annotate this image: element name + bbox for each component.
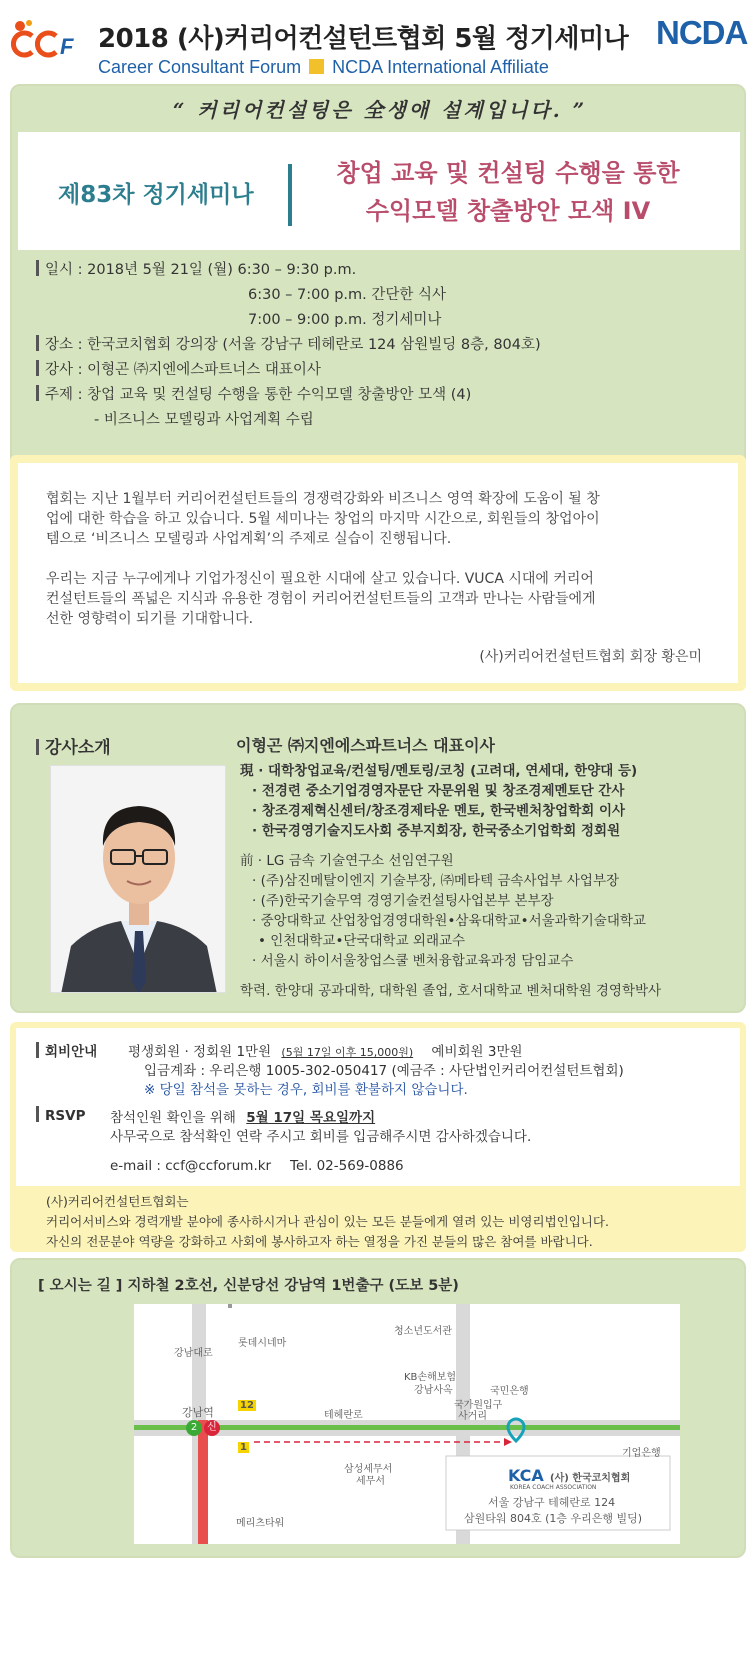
yellow-square-icon xyxy=(309,59,324,74)
label-exit1: 1 xyxy=(240,1442,247,1453)
label-gangnamdaero: 강남대로 xyxy=(174,1348,213,1359)
career-item: 前 · LG 금속 기술연구소 선임연구원 xyxy=(240,853,454,869)
career-item: · 전경련 중소기업경영자문단 자문위원 및 창조경제멘토단 간사 xyxy=(252,783,625,799)
info-time-seminar: 7:00 – 9:00 p.m. 정기세미나 xyxy=(248,312,442,328)
career-item: · 서울시 하이서울창업스쿨 벤처융합교육과정 담임교수 xyxy=(252,953,574,969)
label-kookmin: 국민은행 xyxy=(490,1386,529,1397)
line2-badge: 2 xyxy=(186,1420,202,1436)
message-line: 우리는 지금 누구에게나 기업가정신이 필요한 시대에 살고 있습니다. VUCA 시대에 커리어 xyxy=(46,571,594,587)
rsvp-label xyxy=(36,1106,85,1124)
label-kb: KB손해보험 xyxy=(404,1372,457,1383)
contact-tel[interactable]: Tel. 02-569-0886 xyxy=(290,1158,404,1174)
fee-account: 입금계좌 : 우리은행 1005-302-050417 (예금주 : 사단법인커리어컨설턴트협회) xyxy=(144,1063,624,1079)
fee-label-text: 회비안내 xyxy=(45,1044,98,1060)
label-tax2: 세무서 xyxy=(356,1476,385,1487)
rsvp-deadline: 5월 17일 목요일까지 xyxy=(246,1110,376,1126)
career-former xyxy=(240,851,646,971)
shinbundang-badge: 신 xyxy=(204,1420,220,1436)
message-paragraph-1 xyxy=(46,489,680,549)
seminar-number: 제83차 정기세미나 xyxy=(58,182,254,208)
info-place: 장소 : 한국코치협회 강의장 (서울 강남구 테헤란로 124 삼원빌딩 8층, 804호) xyxy=(45,337,541,353)
header-subtitle xyxy=(98,57,549,78)
info-date: 일시 : 2018년 5월 21일 (월) 6:30 – 9:30 p.m. xyxy=(45,262,357,278)
message-line: 템으로 ‘비즈니스 모델링과 사업계획’의 주제로 실습이 진행됩니다. xyxy=(46,531,452,547)
bullet-icon xyxy=(36,360,39,376)
career-item: · (주)한국기술무역 경영기술컨설팅사업본부 본부장 xyxy=(252,893,554,909)
president-message xyxy=(10,455,746,691)
info-speaker: 강사 : 이형곤 ㈜지엔에스파트너스 대표이사 xyxy=(45,362,321,378)
slogan: “ 커리어컨설팅은 全생애 설계입니다. ” xyxy=(172,98,588,122)
speaker-heading xyxy=(36,733,111,758)
message-line: 선한 영향력이 되기를 기대합니다. xyxy=(46,611,254,627)
message-line: 컨설턴트들의 폭넓은 지식과 유용한 경험이 커리어컨설턴트들의 고객과 만나는 사람들에게 xyxy=(46,591,596,607)
title-card xyxy=(18,132,740,250)
about-line: 자신의 전문분야 역량을 강화하고 사회에 봉사하고자 하는 열정을 가진 분들의 많은 참여를 바랍니다. xyxy=(46,1234,593,1249)
speaker-portrait-image xyxy=(51,766,226,993)
label-gangnam-station: 강남역 xyxy=(182,1406,214,1419)
label-lotte: 롯데시네마 xyxy=(238,1338,287,1349)
career-item: 現 · 대학창업교육/컨설팅/멘토링/코칭 (고려대, 연세대, 한양대 등) xyxy=(240,763,638,779)
label-intersection2: 사거리 xyxy=(458,1411,487,1422)
bullet-icon xyxy=(36,1106,39,1122)
label-ibk: 기업은행 xyxy=(622,1448,661,1459)
career-item: · (주)삼진메탈이엔지 기술부장, ㈜메타텍 금속사업부 사업부장 xyxy=(252,873,620,889)
label-intersection1: 국가원입구 xyxy=(454,1400,503,1411)
rsvp-line1 xyxy=(110,1106,375,1126)
info-topic: 주제 : 창업 교육 및 컨설팅 수행을 통한 수익모델 창출방안 모색 (4) xyxy=(45,387,472,403)
kca-english: KOREA COACH ASSOCIATION xyxy=(510,1484,597,1491)
contact-email[interactable]: e-mail : ccf@ccforum.kr xyxy=(110,1158,272,1174)
message-line: 업에 대한 학습을 하고 있습니다. 5월 세미나는 창업의 마지막 시간으로, 회원들의 창업아이 xyxy=(46,511,600,527)
seminar-title-line2: 수익모델 창출방안 모색 IV xyxy=(365,197,651,225)
header xyxy=(0,0,756,84)
fee-label xyxy=(36,1040,97,1060)
fee-late: (5월 17일 이후 15,000원) xyxy=(281,1046,414,1059)
ccf-logo xyxy=(10,18,85,58)
location-map xyxy=(134,1304,680,1544)
info-topic-sub: - 비즈니스 모델링과 사업계획 수립 xyxy=(94,412,314,428)
message-paragraph-2 xyxy=(46,569,680,629)
seminar-info-section xyxy=(10,84,746,468)
label-kb2: 강남사옥 xyxy=(414,1385,453,1396)
career-item: · 중앙대학교 산업창업경영대학원•삼육대학교•서울과학기술대학교 xyxy=(252,913,646,929)
label-teheran: 테헤란로 xyxy=(324,1410,363,1421)
fee-regular: 평생회원 · 정회원 1만원 xyxy=(128,1044,272,1060)
about-line: (사)커리어컨설턴트협회는 xyxy=(46,1194,189,1209)
directions-heading: [ 오시는 길 ] 지하철 2호선, 신분당선 강남역 1번출구 (도보 5분) xyxy=(38,1278,459,1294)
speaker-section xyxy=(10,703,746,1013)
bullet-icon xyxy=(36,260,39,276)
association-about xyxy=(16,1186,740,1252)
bullet-icon xyxy=(36,1042,39,1058)
label-meritz: 메리츠타워 xyxy=(236,1518,285,1529)
sub-left: Career Consultant Forum xyxy=(98,57,302,77)
speaker-photo xyxy=(50,765,226,993)
label-exit12: 12 xyxy=(240,1400,254,1411)
kca-logo: KCA xyxy=(508,1466,544,1485)
bullet-icon xyxy=(36,739,39,755)
bullet-icon xyxy=(36,335,39,351)
speaker-name: 이형곤 ㈜지엔에스파트너스 대표이사 xyxy=(236,736,495,755)
label-youth-library: 청소년도서관 xyxy=(394,1326,452,1337)
about-line: 커리어서비스와 경력개발 분야에 종사하시거나 관심이 있는 모든 분들에게 열려 있는 비영리법인입니다. xyxy=(46,1214,609,1229)
kca-address-2: 삼원타워 804호 (1층 우리은행 빌딩) xyxy=(464,1512,643,1525)
career-item: · 창조경제혁신센터/창조경제타운 멘토, 한국벤처창업학회 이사 xyxy=(252,803,626,819)
kca-address-1: 서울 강남구 테헤란로 124 xyxy=(488,1496,616,1509)
seminar-title-line1: 창업 교육 및 컨설팅 수행을 통한 xyxy=(336,159,680,187)
career-item: · 한국경영기술지도사회 중부지회장, 한국중소기업학회 정회원 xyxy=(252,823,621,839)
signature: (사)커리어컨설턴트협회 회장 황은미 xyxy=(479,649,702,665)
fee-prospective: 예비회원 3만원 xyxy=(431,1044,523,1060)
seminar-title xyxy=(298,154,718,230)
info-time-meal: 6:30 – 7:00 p.m. 간단한 식사 xyxy=(248,287,446,303)
bullet-icon xyxy=(36,385,39,401)
kca-name: (사) 한국코치협회 xyxy=(550,1473,631,1484)
fee-rsvp-section xyxy=(10,1022,746,1252)
rsvp-line2: 사무국으로 참석확인 연락 주시고 회비를 입금해주시면 감사하겠습니다. xyxy=(110,1129,532,1145)
fee-notice: ※ 당일 참석을 못하는 경우, 회비를 환불하지 않습니다. xyxy=(144,1082,468,1098)
header-title: 2018 (사)커리어컨설턴트협회 5월 정기세미나 xyxy=(98,24,629,54)
speaker-education: 학력. 한양대 공과대학, 대학원 졸업, 호서대학교 벤처대학원 경영학박사 xyxy=(240,983,662,999)
rsvp-label-text: RSVP xyxy=(45,1108,86,1124)
career-item: • 인천대학교•단국대학교 외래교수 xyxy=(258,933,466,949)
sub-right: NCDA International Affiliate xyxy=(332,57,549,77)
title-divider xyxy=(288,164,292,226)
directions-section xyxy=(10,1258,746,1558)
svg-text:F: F xyxy=(60,34,74,58)
ncda-logo: NCDA xyxy=(656,14,748,51)
rsvp-text: 참석인원 확인을 위해 xyxy=(110,1110,236,1126)
label-tax1: 삼성세무서 xyxy=(344,1464,393,1475)
speaker-heading-text: 강사소개 xyxy=(45,738,111,758)
career-current xyxy=(240,761,637,841)
fee-line1 xyxy=(128,1040,523,1060)
message-line: 협회는 지난 1월부터 커리어컨설턴트들의 경쟁력강화와 비즈니스 영역 확장에 도움이 될 창 xyxy=(46,491,600,507)
